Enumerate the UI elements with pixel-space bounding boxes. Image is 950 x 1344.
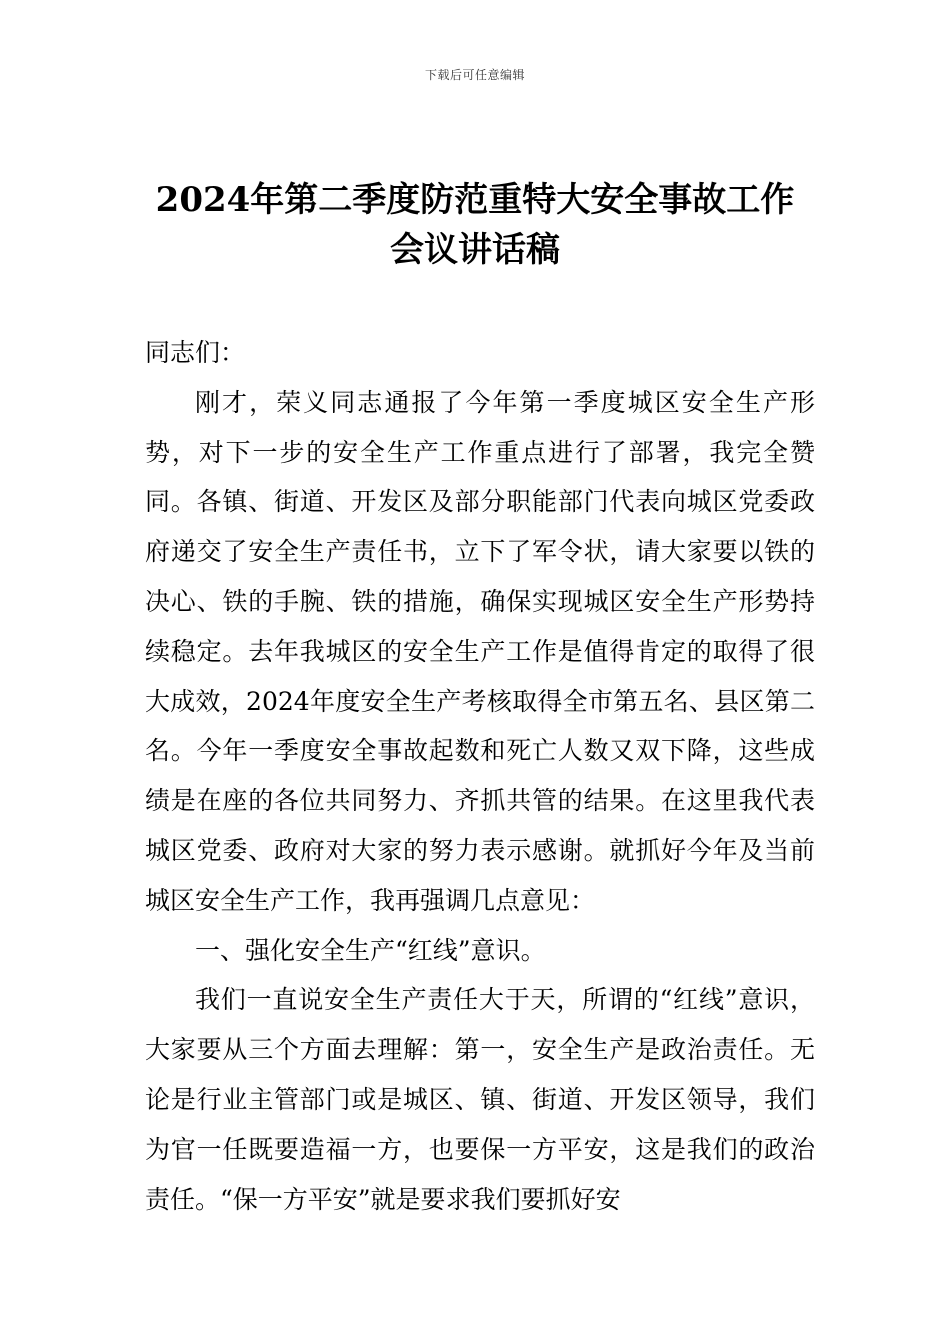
document-body bbox=[145, 328, 815, 1224]
document-title bbox=[100, 175, 850, 275]
paragraph-1: 刚才，荣义同志通报了今年第一季度城区安全生产形势，对下一步的安全生产工作重点进行了部署，我完全赞同。各镇、街道、开发区及部分职能部门代表向城区党委政府递交了安全生产责任书，立下了军令状，请大家要以铁的决心、铁的手腕、铁的措施，确保实现城区安全生产形势持续稳定。去年我城区的安全生产工作是值得肯定的取得了很大成效，2024年度安全生产考核取得全市第五名、县区第二名。今年一季度安全事故起数和死亡人数又双下降，这些成绩是在座的各位共同努力、齐抓共管的结果。在这里我代表城区党委、政府对大家的努力表示感谢。就抓好今年及当前城区安全生产工作，我再强调几点意见： bbox=[145, 387, 815, 915]
paragraph-2-heading: 一、强化安全生产“红线”意识。 bbox=[195, 935, 546, 965]
header-note: 下载后可任意编辑 bbox=[424, 68, 525, 82]
salutation: 同志们： bbox=[145, 338, 246, 367]
document-title-line-1: 2024年第二季度防范重特大安全事故工作 bbox=[155, 180, 795, 220]
document-title-line-2: 会议讲话稿 bbox=[390, 230, 560, 270]
paragraph-3: 我们一直说安全生产责任大于天，所谓的“红线”意识，大家要从三个方面去理解：第一，安全生产是政治责任。无论是行业主管部门或是城区、镇、街道、开发区领导，我们为官一任既要造福一方，也要保一方平安，这是我们的政治责任。“保一方平安”就是要求我们要抓好安 bbox=[145, 985, 815, 1214]
